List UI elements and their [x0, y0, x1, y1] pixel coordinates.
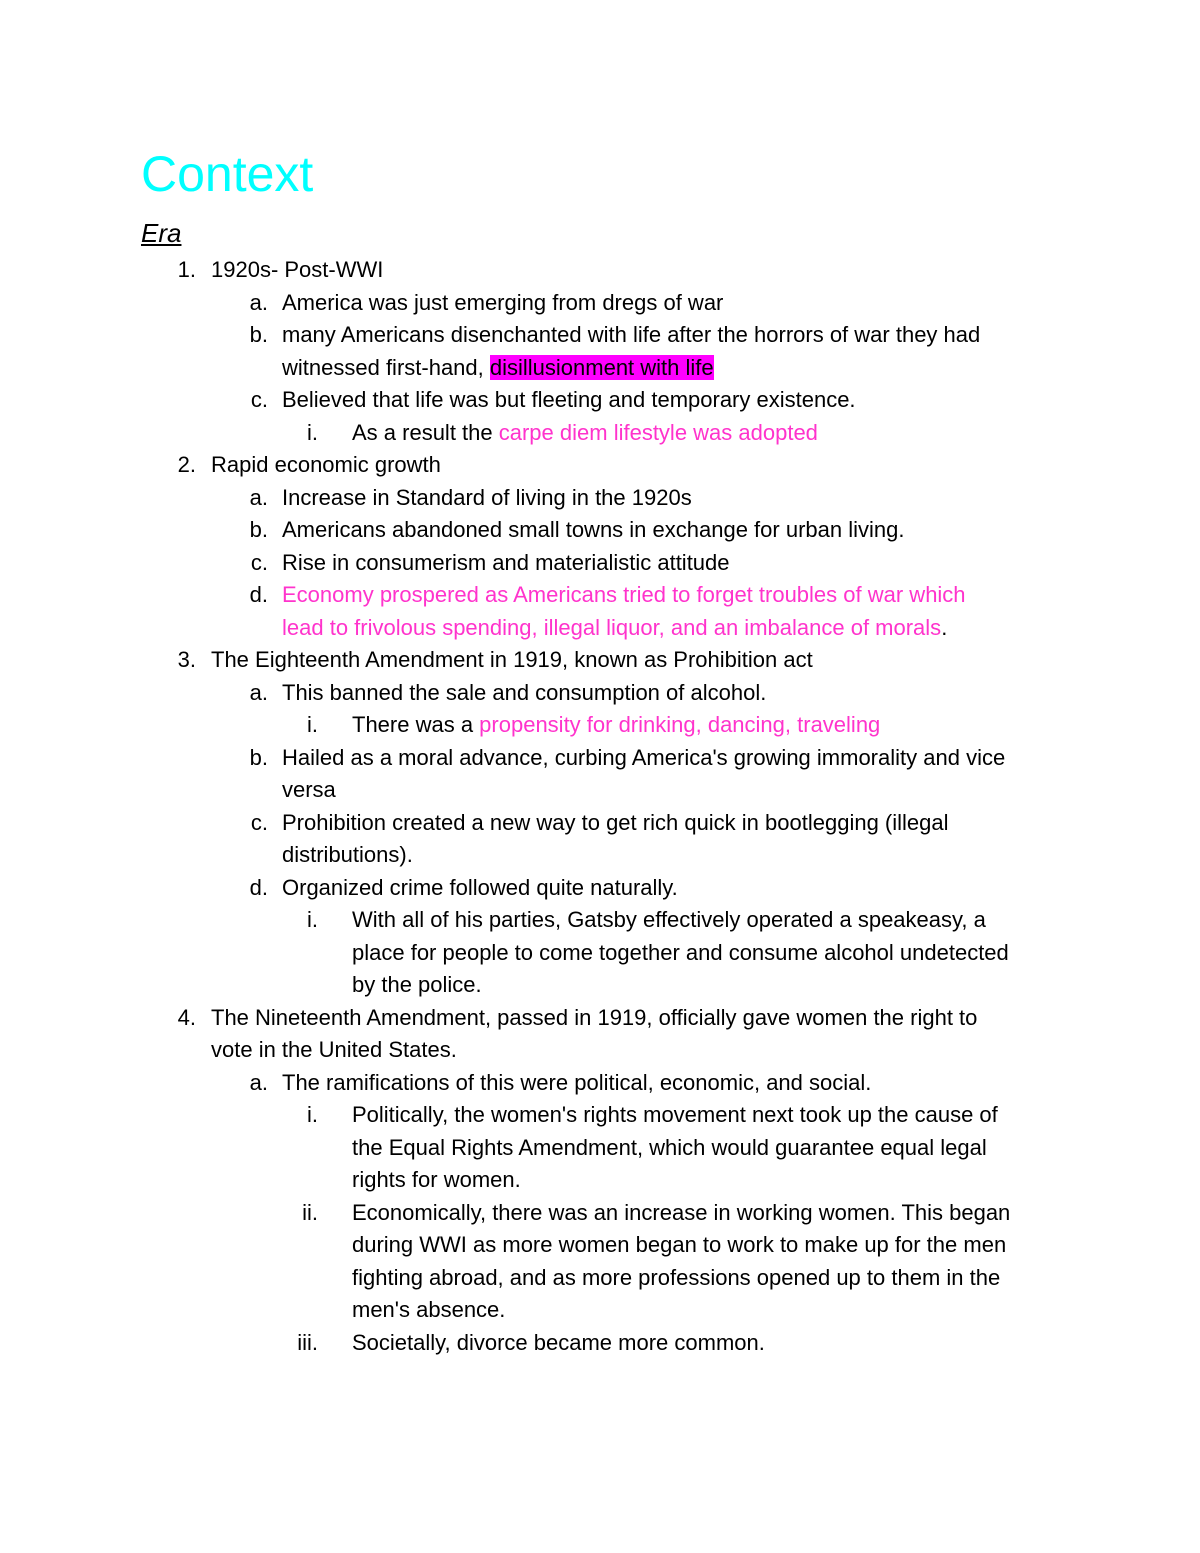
outline-list — [0, 254, 1200, 1359]
list-marker: 4. — [177, 1004, 196, 1030]
list-marker: b. — [249, 517, 268, 542]
list-item — [0, 384, 1200, 417]
list-text: the Equal Rights Amendment, which would guarantee equal legal — [352, 1134, 987, 1160]
list-text: America was just emerging from dregs of war — [282, 289, 724, 315]
list-text — [352, 709, 880, 742]
list-item — [0, 904, 1200, 937]
list-item — [0, 1197, 1200, 1230]
list-marker: d. — [249, 874, 268, 900]
list-item-continuation — [0, 937, 1200, 970]
list-marker: b. — [249, 322, 268, 347]
list-marker: i. — [307, 712, 318, 737]
list-text: by the police. — [352, 972, 482, 997]
list-marker: i. — [307, 1102, 318, 1127]
list-item — [0, 514, 1200, 547]
list-text: Politically, the women's rights movement next took up the cause of — [352, 1102, 998, 1127]
section-heading: Era — [141, 218, 182, 248]
emphasis-text: propensity for drinking, dancing, traveling — [479, 712, 881, 737]
list-text: Prohibition created a new way to get rich quick in bootlegging (illegal — [282, 809, 949, 835]
list-text — [282, 612, 947, 645]
list-marker: i. — [307, 419, 318, 445]
list-text-part: . — [941, 614, 948, 640]
list-text: place for people to come together and consume alcohol undetected — [352, 939, 1009, 965]
list-text: Organized crime followed quite naturally. — [282, 874, 678, 900]
list-text: distributions). — [282, 842, 413, 867]
list-marker: c. — [250, 809, 268, 835]
list-text — [352, 417, 818, 450]
list-item — [0, 319, 1200, 352]
list-marker: i. — [307, 907, 318, 932]
list-text: during WWI as more women began to work to make up for the men — [352, 1232, 1007, 1257]
list-item — [0, 254, 1200, 287]
highlighted-text: disillusionment with life — [489, 354, 714, 380]
list-text — [282, 352, 714, 385]
list-text: The ramifications of this were political, economic, and social. — [282, 1069, 872, 1095]
list-item-continuation — [0, 1229, 1200, 1262]
list-item — [0, 742, 1200, 775]
list-item — [0, 287, 1200, 320]
list-item-continuation — [0, 1132, 1200, 1165]
list-text: The Eighteenth Amendment in 1919, known as Prohibition act — [211, 647, 813, 672]
list-item — [0, 1067, 1200, 1100]
list-marker: a. — [249, 289, 268, 315]
list-text: Societally, divorce became more common. — [352, 1329, 765, 1355]
list-item-continuation — [0, 1294, 1200, 1327]
list-item — [0, 579, 1200, 612]
list-text: Increase in Standard of living in the 1920s — [282, 484, 692, 510]
emphasis-text: Economy prospered as Americans tried to forget troubles of war which — [282, 582, 966, 607]
list-marker: 2. — [177, 452, 196, 477]
list-marker: ii. — [302, 1199, 318, 1225]
list-item — [0, 807, 1200, 840]
list-text: rights for women. — [352, 1167, 521, 1192]
emphasis-text: carpe diem lifestyle was adopted — [498, 419, 818, 445]
list-marker: 1. — [177, 257, 196, 282]
list-text: Economically, there was an increase in working women. This began — [352, 1199, 1011, 1225]
list-item — [0, 1327, 1200, 1360]
list-text: Americans abandoned small towns in exchange for urban living. — [282, 517, 905, 542]
list-text: This banned the sale and consumption of alcohol. — [282, 679, 767, 705]
list-item — [0, 449, 1200, 482]
list-item — [0, 1099, 1200, 1132]
list-item — [0, 677, 1200, 710]
list-text: The Nineteenth Amendment, passed in 1919, officially gave women the right to — [211, 1004, 978, 1030]
list-text-part: As a result the — [352, 419, 499, 445]
list-item — [0, 644, 1200, 677]
list-marker: c. — [250, 549, 268, 575]
list-item-continuation — [0, 969, 1200, 1002]
list-item — [0, 547, 1200, 580]
list-item-continuation — [0, 352, 1200, 385]
list-marker: a. — [249, 679, 268, 705]
list-marker: d. — [249, 582, 268, 607]
list-text: many Americans disenchanted with life after the horrors of war they had — [282, 322, 981, 347]
list-text: vote in the United States. — [211, 1037, 457, 1062]
list-text: versa — [282, 777, 336, 802]
list-item — [0, 482, 1200, 515]
list-text: With all of his parties, Gatsby effectively operated a speakeasy, a — [352, 907, 986, 932]
list-text: Rise in consumerism and materialistic attitude — [282, 549, 730, 575]
list-marker: b. — [249, 744, 268, 770]
list-item-continuation — [0, 1262, 1200, 1295]
page-title: Context — [141, 146, 314, 202]
list-marker: c. — [250, 387, 268, 412]
emphasis-text: lead to frivolous spending, illegal liquor, and an imbalance of morals — [282, 614, 942, 640]
list-text: fighting abroad, and as more professions opened up to them in the — [352, 1264, 1001, 1290]
list-item-continuation — [0, 1034, 1200, 1067]
list-text-part: There was a — [352, 712, 480, 737]
list-item-continuation — [0, 839, 1200, 872]
list-text: men's absence. — [352, 1297, 506, 1322]
list-item-continuation — [0, 1164, 1200, 1197]
list-text: Believed that life was but fleeting and temporary existence. — [282, 387, 856, 412]
list-marker: iii. — [297, 1329, 318, 1355]
list-text: Rapid economic growth — [211, 452, 441, 477]
list-item — [0, 872, 1200, 905]
list-text: Hailed as a moral advance, curbing America's growing immorality and vice — [282, 744, 1006, 770]
list-text-part: witnessed first-hand, — [282, 354, 490, 380]
list-item — [0, 417, 1200, 450]
list-marker: 3. — [177, 647, 196, 672]
list-item — [0, 709, 1200, 742]
list-item-continuation — [0, 612, 1200, 645]
list-marker: a. — [249, 484, 268, 510]
list-item — [0, 1002, 1200, 1035]
list-text: 1920s- Post-WWI — [211, 257, 384, 282]
list-marker: a. — [249, 1069, 268, 1095]
list-item-continuation — [0, 774, 1200, 807]
